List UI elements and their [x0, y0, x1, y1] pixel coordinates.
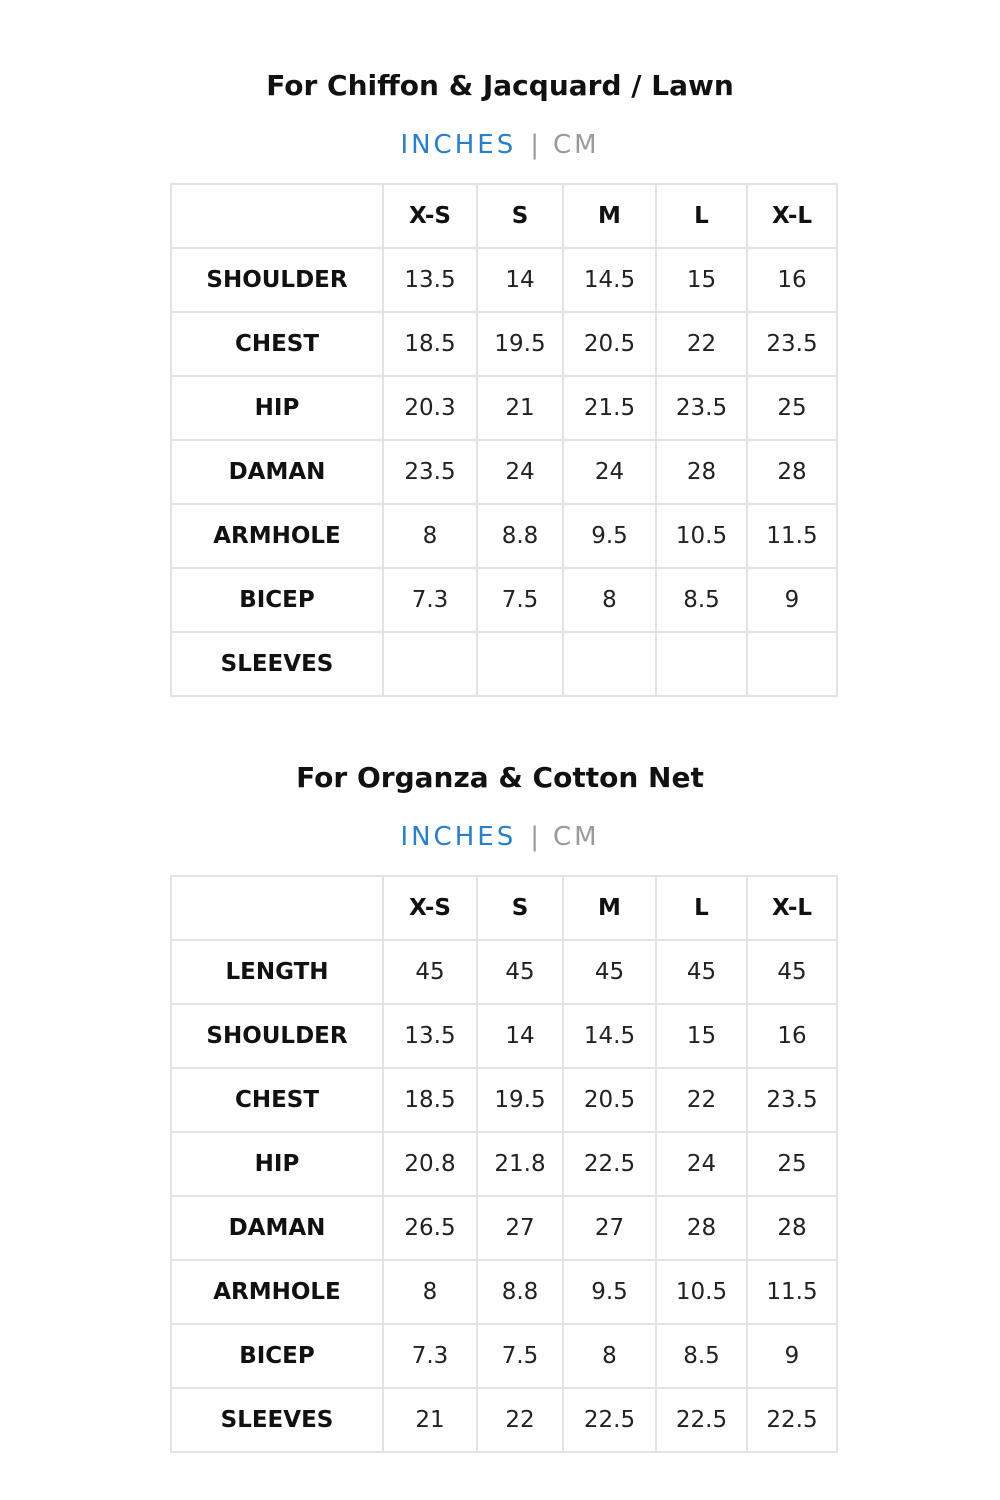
table-row — [171, 376, 837, 440]
table-cell: 7.5 — [477, 568, 563, 632]
table-cell: 16 — [747, 1004, 837, 1068]
row-label: HIP — [171, 376, 383, 440]
row-label: HIP — [171, 1132, 383, 1196]
column-header-l: L — [656, 876, 747, 940]
table-cell: 27 — [477, 1196, 563, 1260]
table-cell: 14 — [477, 1004, 563, 1068]
table-cell: 20.5 — [563, 1068, 656, 1132]
table-cell: 18.5 — [383, 1068, 477, 1132]
table-cell: 20.3 — [383, 376, 477, 440]
row-label: CHEST — [171, 1068, 383, 1132]
table-cell: 23.5 — [383, 440, 477, 504]
table-cell: 22 — [477, 1388, 563, 1452]
unit-cm-tab[interactable]: CM — [552, 130, 600, 160]
table-row — [171, 568, 837, 632]
table-cell: 23.5 — [747, 312, 837, 376]
table-cell: 8.5 — [656, 568, 747, 632]
table-cell: 10.5 — [656, 1260, 747, 1324]
row-label: BICEP — [171, 1324, 383, 1388]
table-cell — [563, 632, 656, 696]
table-row — [171, 632, 837, 696]
unit-separator: | — [530, 822, 539, 852]
table-row — [171, 1132, 837, 1196]
table-cell: 7.3 — [383, 1324, 477, 1388]
table-cell: 45 — [747, 940, 837, 1004]
table-cell — [383, 632, 477, 696]
table-cell: 11.5 — [747, 504, 837, 568]
table-cell: 25 — [747, 376, 837, 440]
table-header-row — [171, 876, 837, 940]
table-cell: 8.5 — [656, 1324, 747, 1388]
table-cell: 8 — [383, 504, 477, 568]
table-cell: 24 — [563, 440, 656, 504]
row-label: CHEST — [171, 312, 383, 376]
table-cell: 45 — [477, 940, 563, 1004]
table-cell: 21 — [383, 1388, 477, 1452]
row-label: SLEEVES — [171, 632, 383, 696]
table-row — [171, 248, 837, 312]
table-cell: 26.5 — [383, 1196, 477, 1260]
table-cell: 22.5 — [563, 1132, 656, 1196]
row-label: SHOULDER — [171, 1004, 383, 1068]
table-cell: 28 — [656, 440, 747, 504]
row-label: DAMAN — [171, 1196, 383, 1260]
table-cell: 8 — [383, 1260, 477, 1324]
table-cell: 20.8 — [383, 1132, 477, 1196]
row-label: LENGTH — [171, 940, 383, 1004]
table-cell: 19.5 — [477, 312, 563, 376]
table-cell — [656, 632, 747, 696]
table-cell — [747, 632, 837, 696]
table-cell: 7.3 — [383, 568, 477, 632]
table-cell: 7.5 — [477, 1324, 563, 1388]
unit-inches-tab[interactable]: INCHES — [400, 822, 517, 852]
row-label: ARMHOLE — [171, 1260, 383, 1324]
table-cell: 16 — [747, 248, 837, 312]
table-cell: 15 — [656, 248, 747, 312]
table-cell — [477, 632, 563, 696]
table-row — [171, 1388, 837, 1452]
table-cell: 9.5 — [563, 504, 656, 568]
row-label: DAMAN — [171, 440, 383, 504]
table-cell: 28 — [656, 1196, 747, 1260]
row-label: SLEEVES — [171, 1388, 383, 1452]
table-cell: 24 — [477, 440, 563, 504]
table-row — [171, 440, 837, 504]
table-cell: 22 — [656, 1068, 747, 1132]
table-cell: 11.5 — [747, 1260, 837, 1324]
column-header-xs: X-S — [383, 876, 477, 940]
table-cell: 14.5 — [563, 248, 656, 312]
table-cell: 28 — [747, 440, 837, 504]
column-header-xl: X-L — [747, 184, 837, 248]
table-cell: 14 — [477, 248, 563, 312]
table-cell: 8.8 — [477, 1260, 563, 1324]
table-cell: 10.5 — [656, 504, 747, 568]
column-header-xs: X-S — [383, 184, 477, 248]
table-cell: 9 — [747, 568, 837, 632]
table-cell: 22.5 — [656, 1388, 747, 1452]
table-cell: 20.5 — [563, 312, 656, 376]
table-row — [171, 1196, 837, 1260]
unit-toggle — [0, 128, 1000, 162]
table-cell: 25 — [747, 1132, 837, 1196]
table-row — [171, 1260, 837, 1324]
table-cell: 45 — [563, 940, 656, 1004]
column-header-empty — [171, 876, 383, 940]
table-cell: 8 — [563, 1324, 656, 1388]
table-cell: 8 — [563, 568, 656, 632]
unit-separator: | — [530, 130, 539, 160]
section-title: For Organza & Cotton Net — [296, 761, 704, 794]
page-bottom-edge — [0, 1462, 1000, 1500]
table-cell: 27 — [563, 1196, 656, 1260]
unit-toggle — [0, 820, 1000, 854]
table-cell: 45 — [383, 940, 477, 1004]
column-header-s: S — [477, 184, 563, 248]
table-cell: 23.5 — [656, 376, 747, 440]
table-cell: 22 — [656, 312, 747, 376]
table-row — [171, 1004, 837, 1068]
unit-inches-tab[interactable]: INCHES — [400, 130, 517, 160]
table-row — [171, 1068, 837, 1132]
table-cell: 19.5 — [477, 1068, 563, 1132]
table-row — [171, 312, 837, 376]
column-header-l: L — [656, 184, 747, 248]
table-cell: 15 — [656, 1004, 747, 1068]
size-table — [170, 183, 838, 697]
table-row — [171, 940, 837, 1004]
table-cell: 9.5 — [563, 1260, 656, 1324]
table-row — [171, 504, 837, 568]
row-label: SHOULDER — [171, 248, 383, 312]
table-cell: 45 — [656, 940, 747, 1004]
unit-cm-tab[interactable]: CM — [552, 822, 600, 852]
row-label: BICEP — [171, 568, 383, 632]
table-cell: 24 — [656, 1132, 747, 1196]
column-header-xl: X-L — [747, 876, 837, 940]
table-cell: 21.8 — [477, 1132, 563, 1196]
column-header-s: S — [477, 876, 563, 940]
table-header-row — [171, 184, 837, 248]
row-label: ARMHOLE — [171, 504, 383, 568]
column-header-empty — [171, 184, 383, 248]
table-cell: 8.8 — [477, 504, 563, 568]
table-cell: 18.5 — [383, 312, 477, 376]
table-cell: 22.5 — [747, 1388, 837, 1452]
table-cell: 13.5 — [383, 1004, 477, 1068]
column-header-m: M — [563, 184, 656, 248]
column-header-m: M — [563, 876, 656, 940]
table-cell: 14.5 — [563, 1004, 656, 1068]
table-cell: 28 — [747, 1196, 837, 1260]
table-cell: 13.5 — [383, 248, 477, 312]
table-cell: 21 — [477, 376, 563, 440]
table-cell: 21.5 — [563, 376, 656, 440]
table-cell: 23.5 — [747, 1068, 837, 1132]
table-cell: 22.5 — [563, 1388, 656, 1452]
table-row — [171, 1324, 837, 1388]
section-title: For Chiffon & Jacquard / Lawn — [266, 69, 734, 102]
table-cell: 9 — [747, 1324, 837, 1388]
size-table — [170, 875, 838, 1453]
